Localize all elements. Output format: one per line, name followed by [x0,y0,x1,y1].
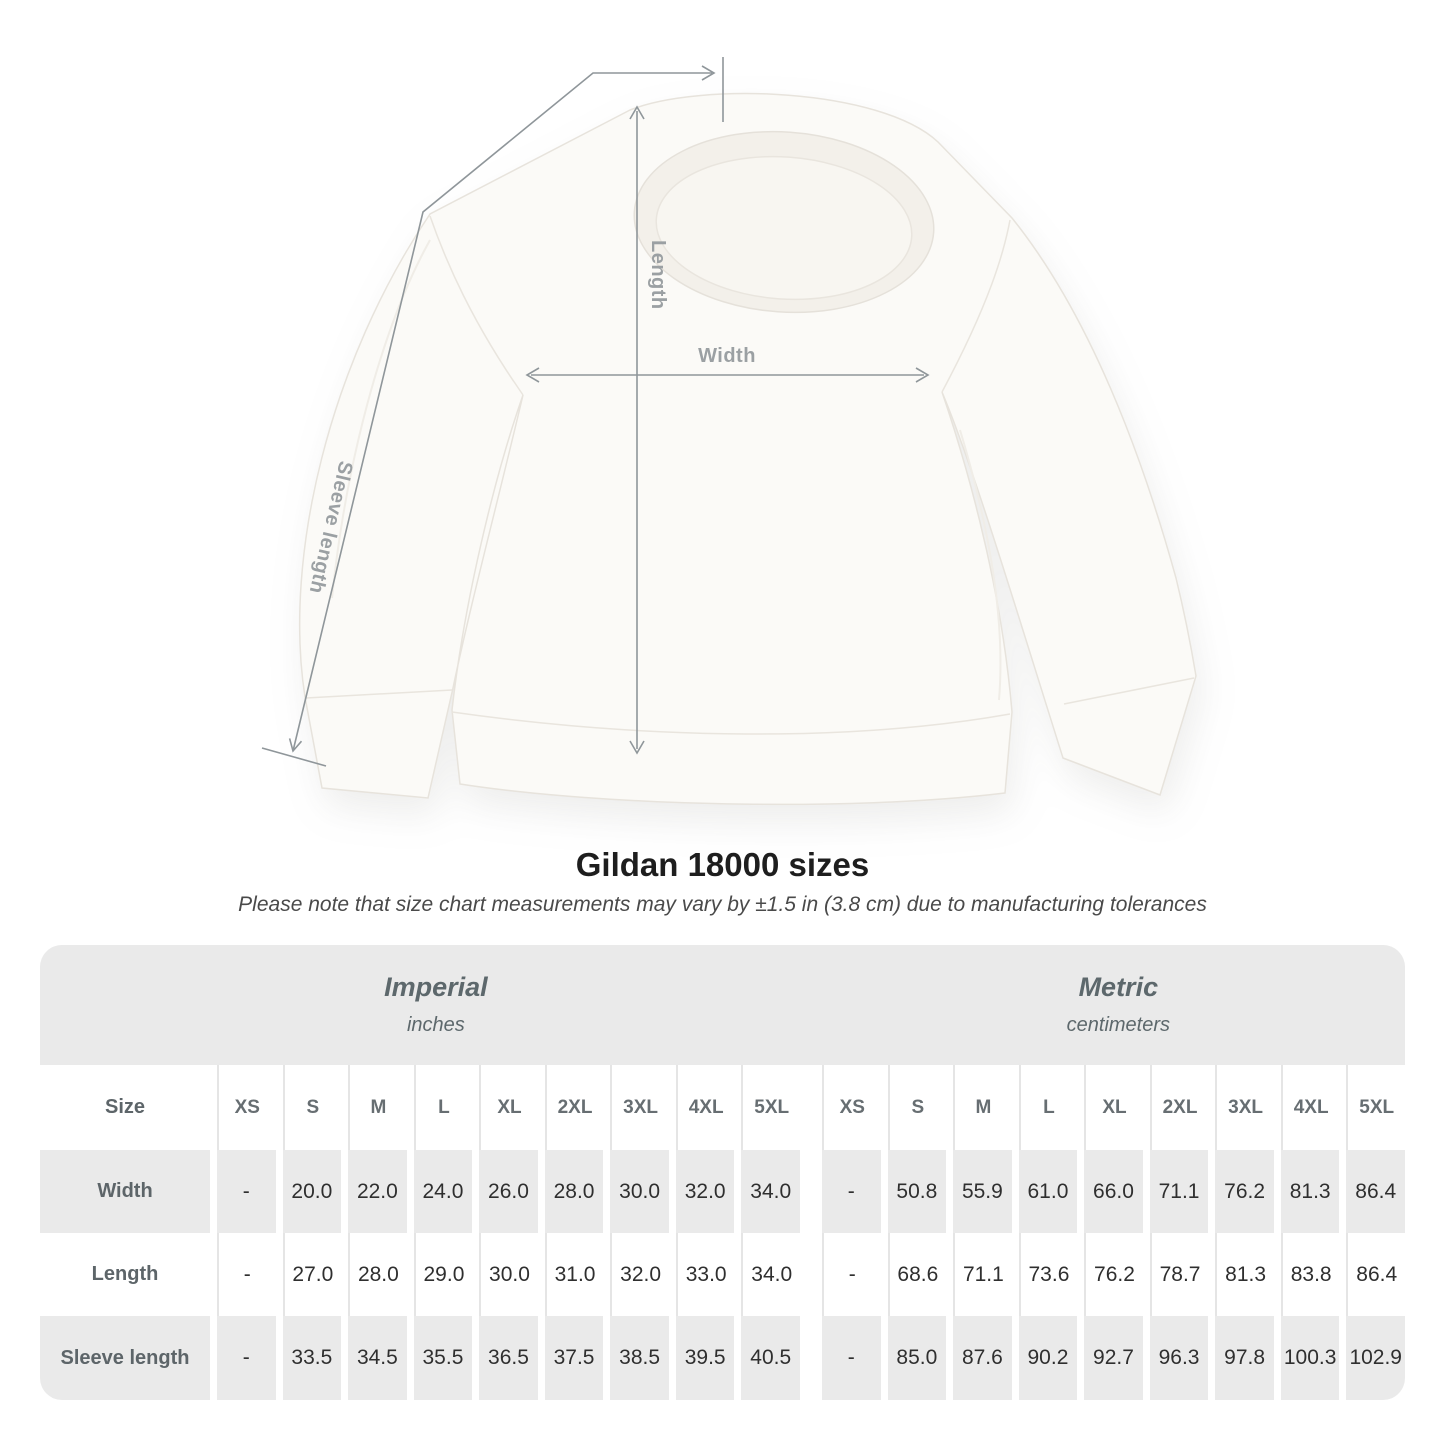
table-cell: 31.0 [545,1233,604,1316]
row-label: Width [40,1150,210,1233]
size-col-header: XS [822,1065,881,1150]
table-cell: 37.5 [545,1316,604,1400]
table-cell: 76.2 [1215,1150,1274,1233]
table-half-divider [807,1150,815,1233]
table-cell: 39.5 [676,1316,735,1400]
table-cell: - [822,1150,881,1233]
unit-group-metric [832,945,1405,1065]
table-cell: 71.1 [953,1233,1012,1316]
table-cell: 36.5 [479,1316,538,1400]
table-cell: 76.2 [1084,1233,1143,1316]
table-cell: 90.2 [1019,1316,1078,1400]
table-cell: 92.7 [1084,1316,1143,1400]
table-cell: - [217,1233,276,1316]
page-title: Gildan 18000 sizes [575,846,870,883]
table-cell: 87.6 [953,1316,1012,1400]
size-col-header: 3XL [610,1065,669,1150]
size-col-header: S [283,1065,342,1150]
size-col-header: 3XL [1215,1065,1274,1150]
table-cell: 66.0 [1084,1150,1143,1233]
table-cell: 34.0 [741,1150,800,1233]
length-label: Length [647,240,669,310]
size-col-header: 4XL [1281,1065,1340,1150]
table-cell: 73.6 [1019,1233,1078,1316]
unit-group-title: Imperial [384,972,488,1002]
size-col-header: XL [1084,1065,1143,1150]
table-half-divider [807,1233,815,1316]
table-row-length [40,1233,1405,1316]
table-cell: 32.0 [610,1233,669,1316]
size-col-header: XS [217,1065,276,1150]
table-cell: 34.5 [348,1316,407,1400]
tolerance-note: Please note that size chart measurements may vary by ±1.5 in (3.8 cm) due to manufacturing tolerances [238,893,1207,916]
table-cell: 85.0 [888,1316,947,1400]
table-cell: 33.5 [283,1316,342,1400]
unit-group-imperial [40,945,832,1065]
size-row-label: Size [104,1096,146,1118]
table-cell: 38.5 [610,1316,669,1400]
size-col-header: XL [479,1065,538,1150]
size-col-header: L [1019,1065,1078,1150]
table-half-divider [807,1316,815,1400]
table-cell: 35.5 [414,1316,473,1400]
size-table [40,945,1405,1400]
table-cell: 20.0 [283,1150,342,1233]
sweatshirt-image [300,94,1196,805]
table-cell: 27.0 [283,1233,342,1316]
table-row-width [40,1150,1405,1233]
unit-group-unit: inches [406,1014,465,1036]
table-cell: 71.1 [1150,1150,1209,1233]
table-cell: 26.0 [479,1150,538,1233]
table-cell: 30.0 [610,1150,669,1233]
table-cell: - [217,1316,276,1400]
table-cell: 86.4 [1346,1150,1405,1233]
table-cell: 83.8 [1281,1233,1340,1316]
table-cell: 50.8 [888,1150,947,1233]
width-label: Width [698,345,756,367]
table-cell: 86.4 [1346,1233,1405,1316]
size-col-header: L [414,1065,473,1150]
table-cell: 78.7 [1150,1233,1209,1316]
table-row-sleeve-length [40,1316,1405,1400]
table-cell: - [822,1316,881,1400]
size-col-header: 2XL [545,1065,604,1150]
table-unit-header [40,945,1405,1065]
table-cell: 33.0 [676,1233,735,1316]
table-cell: 81.3 [1281,1150,1340,1233]
unit-group-title: Metric [1078,972,1159,1002]
size-col-header: S [888,1065,947,1150]
table-cell: 97.8 [1215,1316,1274,1400]
table-cell: 100.3 [1281,1316,1340,1400]
table-cell: 29.0 [414,1233,473,1316]
sleeve-length-label: Sleeve length [304,458,357,596]
table-cell: 22.0 [348,1150,407,1233]
table-cell: 40.5 [741,1316,800,1400]
table-cell: 28.0 [348,1233,407,1316]
table-row-sizes [40,1065,1405,1150]
table-cell: - [822,1233,881,1316]
table-cell: 24.0 [414,1150,473,1233]
table-cell: 68.6 [888,1233,947,1316]
size-col-header: 4XL [676,1065,735,1150]
row-label: Sleeve length [40,1316,210,1400]
table-cell: 96.3 [1150,1316,1209,1400]
table-cell: 28.0 [545,1150,604,1233]
table-cell: - [217,1150,276,1233]
size-col-header: 5XL [741,1065,800,1150]
size-col-header: M [348,1065,407,1150]
unit-group-unit: centimeters [1066,1014,1171,1036]
table-cell: 61.0 [1019,1150,1078,1233]
table-cell: 34.0 [741,1233,800,1316]
table-cell: 55.9 [953,1150,1012,1233]
table-half-divider [807,1065,815,1150]
size-col-header: 5XL [1346,1065,1405,1150]
size-col-header: 2XL [1150,1065,1209,1150]
table-cell: 81.3 [1215,1233,1274,1316]
row-label: Length [91,1263,159,1285]
table-cell: 30.0 [479,1233,538,1316]
size-col-header: M [953,1065,1012,1150]
table-cell: 32.0 [676,1150,735,1233]
table-cell: 102.9 [1346,1316,1405,1400]
